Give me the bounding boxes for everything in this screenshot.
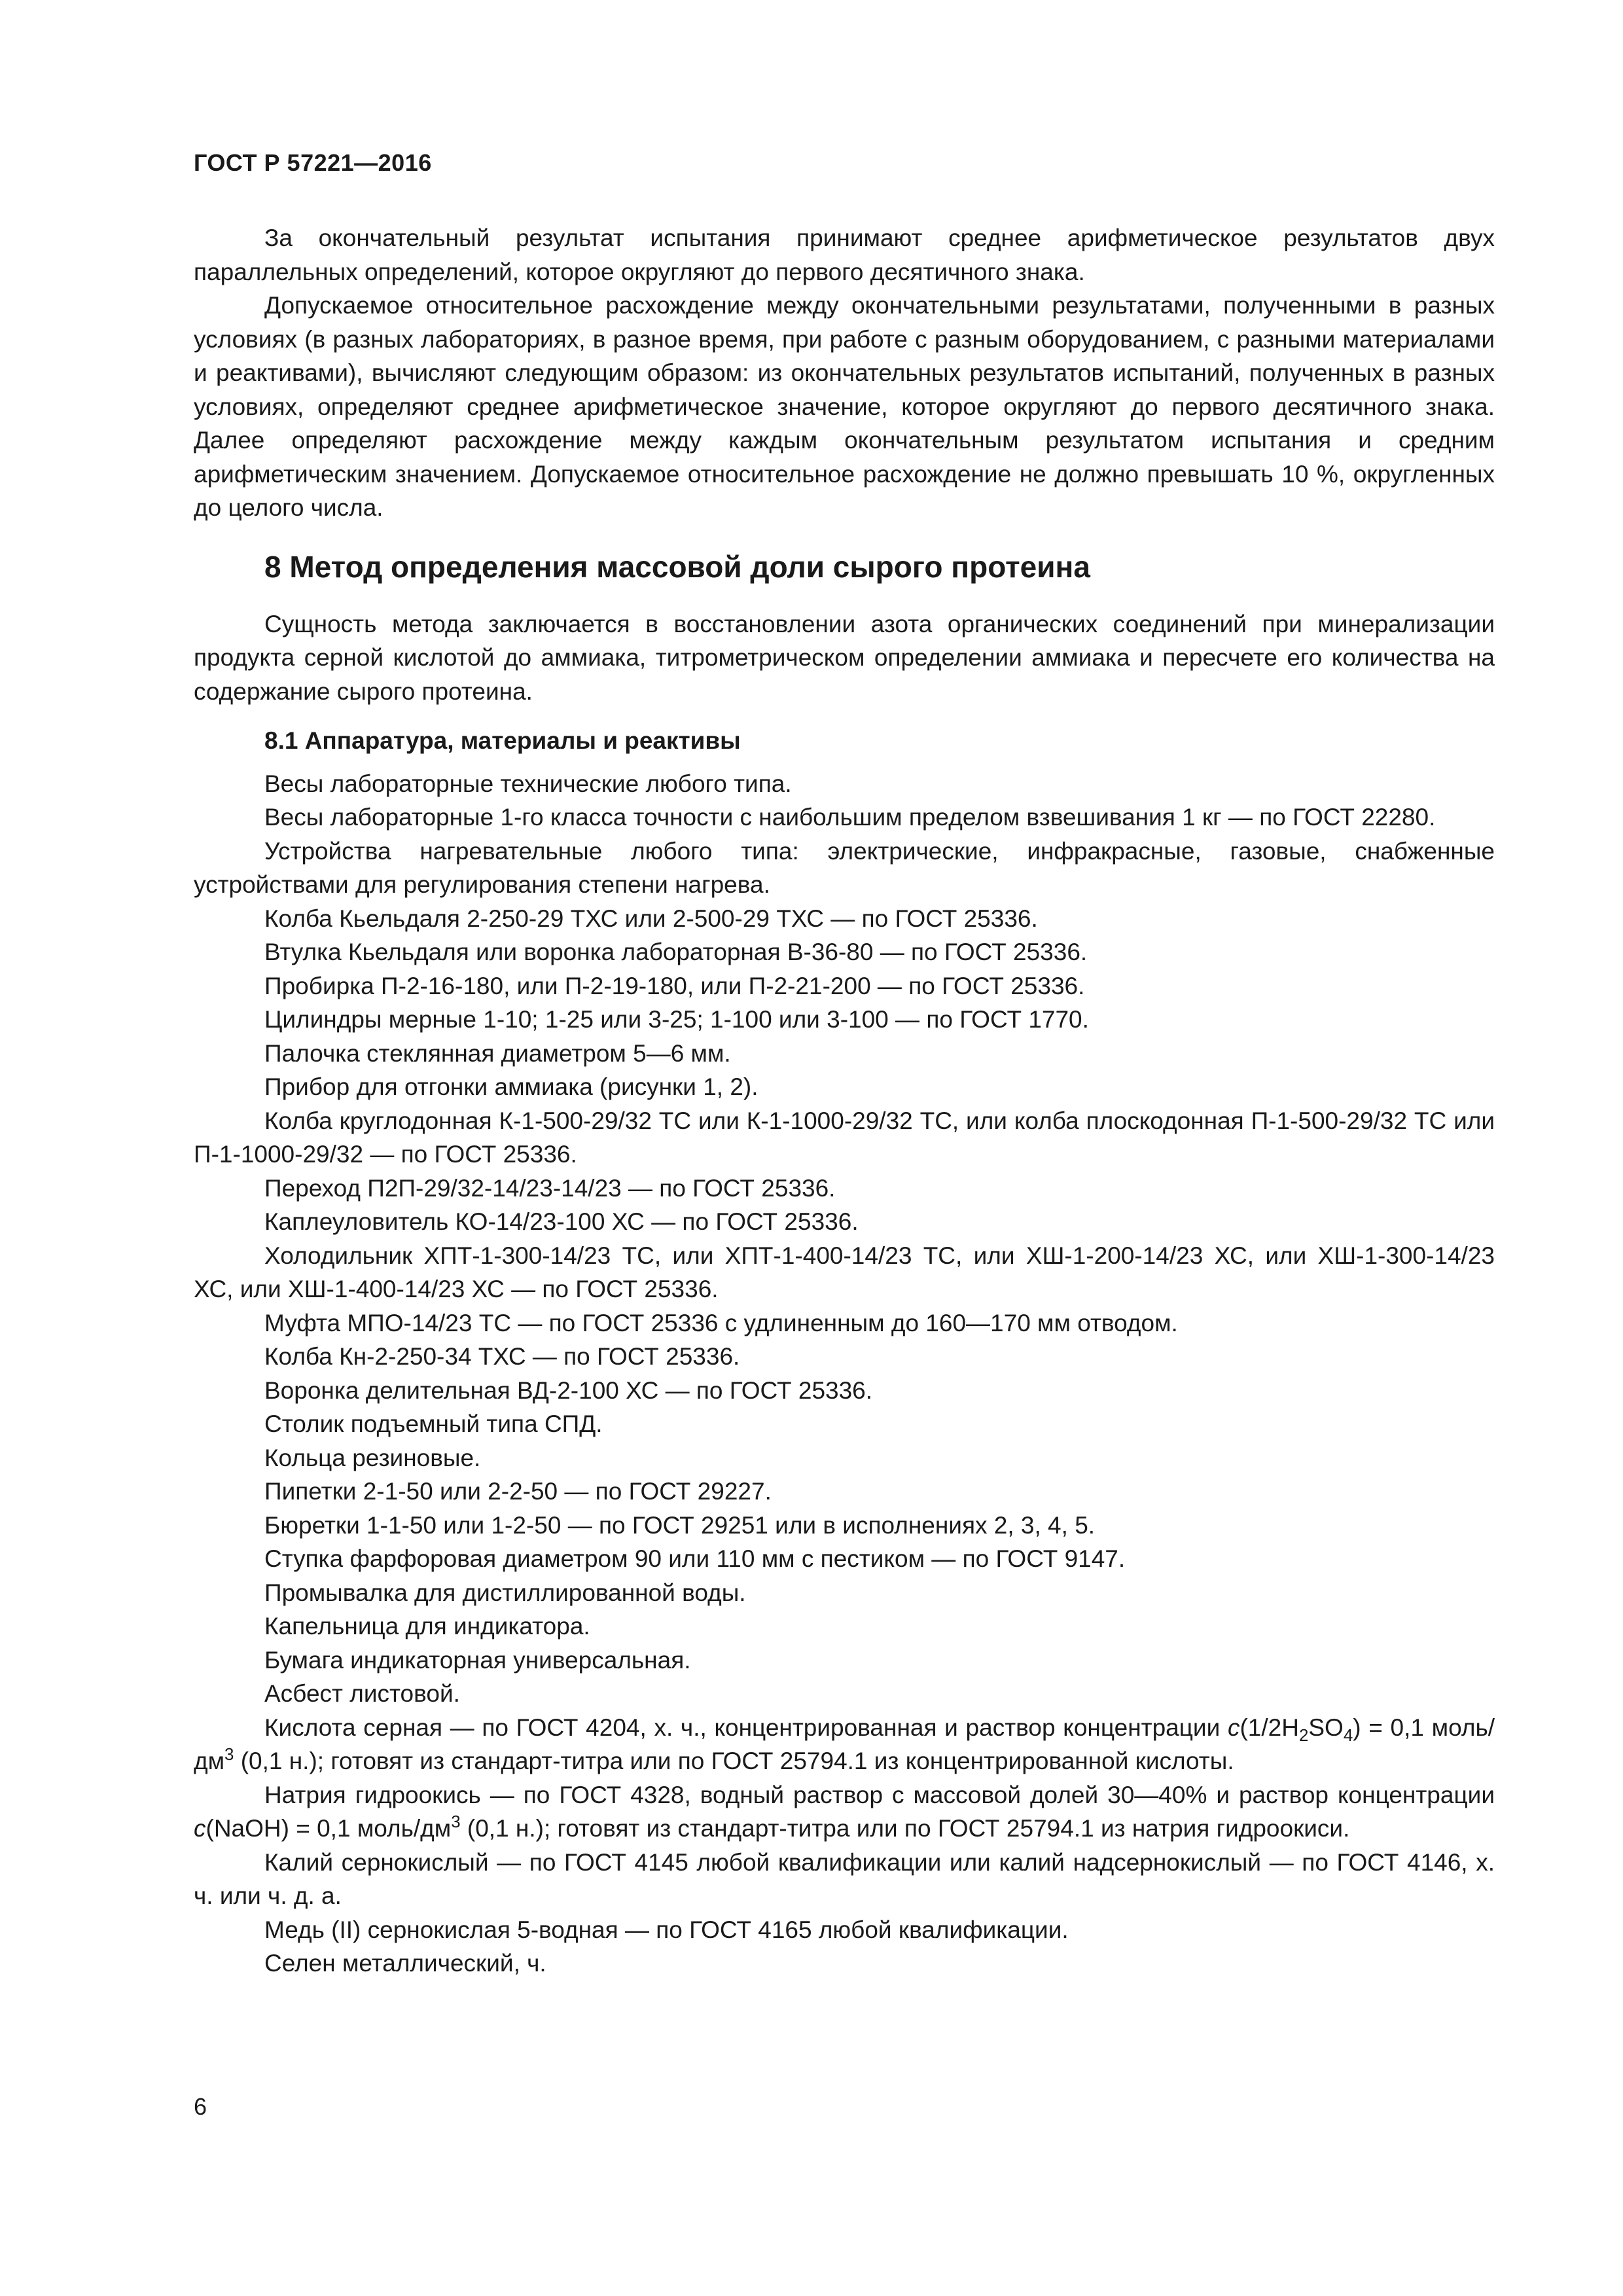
intro-paragraph: Допускаемое относительное расхождение между окончательными результатами, полученными в разных условиях (в разных лабораториях, в разное время, при работе с разным оборудованием, с разными материалами и реактивами), вычисляют следующим образом: из окончательных результатов испытаний, полученных в разных условиях, определяют среднее арифметическое значение, которое округляют до первого десятичного знака. Далее определяют расхождение между каждым окончательным результатом испытания и средним арифметическим значением. Допускаемое относительное расхождение не должно превышать 10 %, округленных до целого числа.	[194, 292, 1495, 521]
list-item: Селен металлический, ч.	[264, 1950, 546, 1977]
list-item: Муфта МПО-14/23 ТС — по ГОСТ 25336 с удлиненным до 160—170 мм отводом.	[264, 1309, 1178, 1336]
sodium-hydroxide-item: Натрия гидроокись — по ГОСТ 4328, водный раствор с массовой долей 30—40% и раствор концентрации c(NaOH) = 0,1 моль/$дм^3$ (0,1 н.); готовят из стандарт-титра или по ГОСТ 25794.1 из натрия гидроокиси.	[194, 1781, 1495, 1842]
page-number: 6	[194, 2093, 207, 2120]
list-item: Переход П2П-29/32-14/23-14/23 — по ГОСТ 25336.	[264, 1174, 836, 1202]
list-item: Холодильник ХПТ-1-300-14/23 ТС, или ХПТ-1-400-14/23 ТС, или ХШ-1-200-14/23 ХС, или ХШ-1-300-14/23 ХС, или ХШ-1-400-14/23 ХС — по ГОСТ 25336.	[194, 1242, 1495, 1302]
list-item: Бумага индикаторная универсальная.	[264, 1646, 691, 1674]
list-item: Асбест листовой.	[264, 1680, 460, 1707]
list-item: Калий сернокислый — по ГОСТ 4145 любой квалификации или калий надсернокислый — по ГОСТ 4146, х. ч. или ч. д. а.	[194, 1848, 1495, 1909]
list-item: Колба круглодонная К-1-500-29/32 ТС или К-1-1000-29/32 ТС, или колба плоскодонная П-1-500-29/32 ТС или П-1-1000-29/32 — по ГОСТ 25336.	[194, 1107, 1495, 1168]
list-item: Колба Кн-2-250-34 ТХС — по ГОСТ 25336.	[264, 1343, 740, 1370]
list-item: Втулка Кьельдаля или воронка лабораторная В-36-80 — по ГОСТ 25336.	[264, 939, 1088, 965]
list-item: Воронка делительная ВД-2-100 ХС — по ГОСТ 25336.	[264, 1376, 873, 1404]
page-content	[194, 221, 1495, 1981]
list-item: Палочка стеклянная диаметром 5—6 мм.	[264, 1039, 731, 1067]
list-item: Медь (II) сернокислая 5-водная — по ГОСТ 4165 любой квалификации.	[264, 1916, 1069, 1943]
subsection-title: 8.1 Аппаратура, материалы и реактивы	[264, 727, 741, 754]
list-item: Столик подъемный типа СПД.	[264, 1410, 603, 1437]
list-item: Весы лабораторные технические любого типа.	[264, 770, 792, 797]
list-item: Устройства нагревательные любого типа: электрические, инфракрасные, газовые, снабженные устройствами для регулирования степени нагрева.	[194, 837, 1495, 898]
method-essence-paragraph: Сущность метода заключается в восстановлении азота органических соединений при минерализации продукта серной кислотой до аммиака, титрометрическом определении аммиака и пересчете его количества на содержание сырого протеина.	[194, 610, 1495, 705]
list-item: Промывалка для дистиллированной воды.	[264, 1579, 746, 1606]
list-item: Колба Кьельдаля 2-250-29 ТХС или 2-500-29 ТХС — по ГОСТ 25336.	[264, 905, 1038, 932]
sulfuric-acid-item: Кислота серная — по ГОСТ 4204, х. ч., концентрированная и раствор концентрации $c(1/2H_2SO_4) = 0,1$ моль/$дм^3$ (0,1 н.); готовят из стандарт-титра или по ГОСТ 25794.1 из концентрированной кислоты.	[194, 1713, 1495, 1774]
list-item: Весы лабораторные 1-го класса точности с наибольшим пределом взвешивания 1 кг — по ГОСТ 22280.	[264, 804, 1436, 831]
equipment-list	[194, 767, 1495, 1981]
list-item: Пробирка П-2-16-180, или П-2-19-180, или П-2-21-200 — по ГОСТ 25336.	[264, 972, 1085, 999]
list-item: Кольца резиновые.	[264, 1444, 481, 1471]
list-item: Пипетки 2-1-50 или 2-2-50 — по ГОСТ 29227.	[264, 1478, 772, 1505]
list-item: Цилиндры мерные 1-10; 1-25 или 3-25; 1-100 или 3-100 — по ГОСТ 1770.	[264, 1006, 1089, 1033]
section-title: 8 Метод определения массовой доли сырого протеина	[264, 549, 1090, 584]
standard-header: ГОСТ Р 57221—2016	[194, 149, 432, 176]
list-item: Капельница для индикатора.	[264, 1613, 590, 1640]
list-item: Прибор для отгонки аммиака (рисунки 1, 2).	[264, 1073, 758, 1100]
list-item: Каплеуловитель КО-14/23-100 ХС — по ГОСТ 25336.	[264, 1208, 859, 1235]
intro-paragraph: За окончательный результат испытания принимают среднее арифметическое результатов двух параллельных определений, которое округляют до первого десятичного знака.	[194, 224, 1495, 285]
list-item: Ступка фарфоровая диаметром 90 или 110 мм с пестиком — по ГОСТ 9147.	[264, 1545, 1126, 1572]
list-item: Бюретки 1-1-50 или 1-2-50 — по ГОСТ 29251 или в исполнениях 2, 3, 4, 5.	[264, 1511, 1096, 1539]
